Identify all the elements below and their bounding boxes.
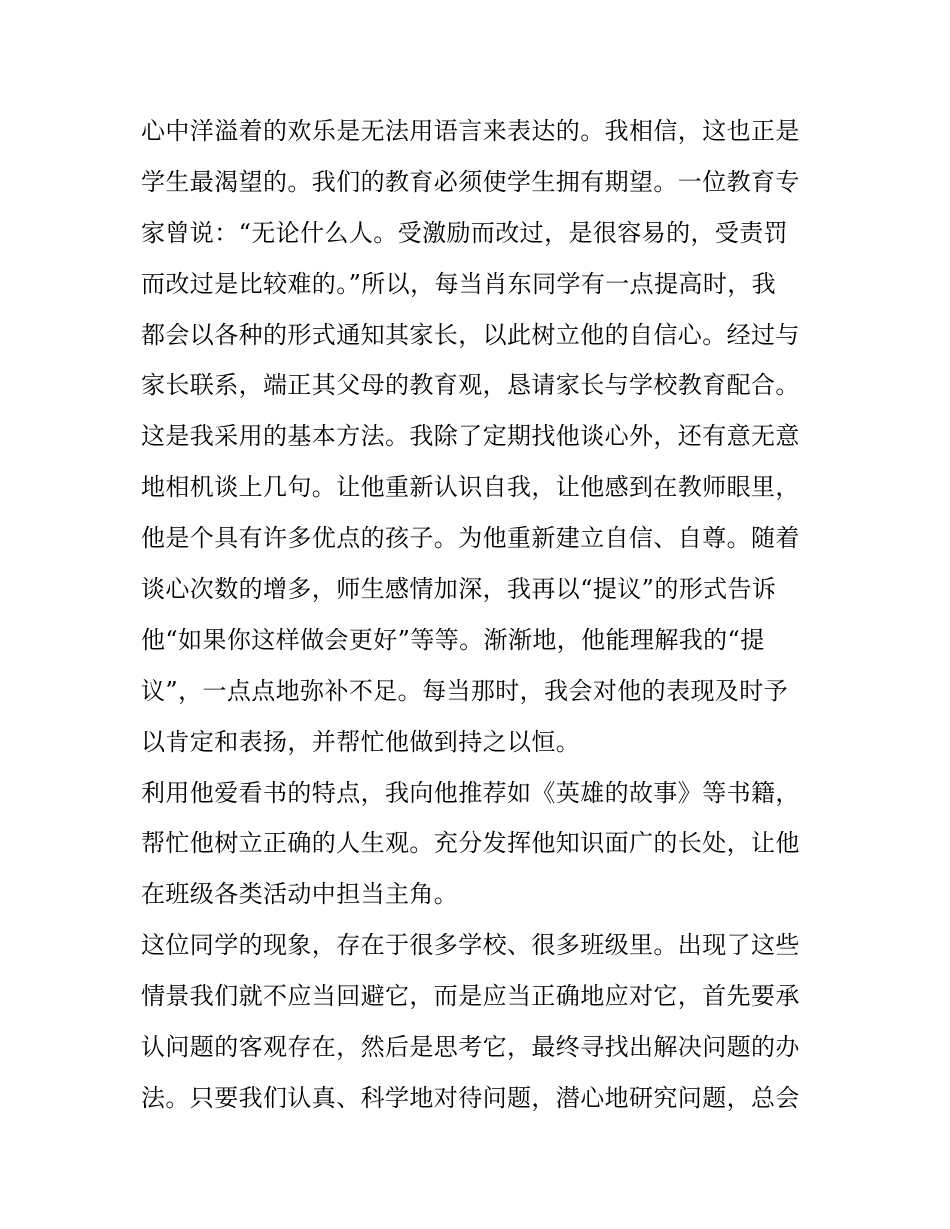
body-text: [141, 106, 821, 1124]
text-line: 谈心次数的增多，师生感情加深，我再以“提议”的形式告诉: [141, 575, 777, 604]
text-line: 利用他爱看书的特点，我向他推荐如《英雄的故事》等书籍，: [141, 778, 800, 807]
text-line: 帮忙他树立正确的人生观。充分发挥他知识面广的长处，让他: [141, 829, 800, 858]
text-line: 都会以各种的形式通知其家长，以此树立他的自信心。经过与: [141, 320, 800, 349]
text-line: 这位同学的现象，存在于很多学校、很多班级里。出现了这些: [141, 931, 800, 960]
text-line: 家长联系，端正其父母的教育观，恳请家长与学校教育配合。: [141, 371, 800, 400]
text-line: 家曾说：“无论什么人。受激励而改过，是很容易的，受责罚: [141, 218, 789, 247]
text-line: 以肯定和表扬，并帮忙他做到持之以恒。: [141, 727, 581, 756]
text-line: 议”，一点点地弥补不足。每当那时，我会对他的表现及时予: [141, 676, 789, 705]
text-line: 他是个具有许多优点的孩子。为他重新建立自信、自尊。随着: [141, 524, 800, 553]
text-line: 学生最渴望的。我们的教育必须使学生拥有期望。一位教育专: [141, 167, 800, 196]
text-line: 情景我们就不应当回避它，而是应当正确地应对它，首先要承: [141, 982, 800, 1011]
text-line: 这是我采用的基本方法。我除了定期找他谈心外，还有意无意: [141, 422, 800, 451]
text-line: 心中洋溢着的欢乐是无法用语言来表达的。我相信，这也正是: [141, 117, 800, 145]
text-line: 认问题的客观存在，然后是思考它，最终寻找出解决问题的办: [141, 1033, 800, 1062]
text-line: 他“如果你这样做会更好”等等。渐渐地，他能理解我的“提: [141, 625, 765, 654]
text-line: 法。只要我们认真、科学地对待问题，潜心地研究问题，总会: [141, 1083, 800, 1112]
text-line: 地相机谈上几句。让他重新认识自我，让他感到在教师眼里，: [141, 473, 800, 502]
text-line: 而改过是比较难的。”所以，每当肖东同学有一点提高时，我: [141, 269, 777, 298]
text-line: 在班级各类活动中担当主角。: [141, 880, 459, 909]
